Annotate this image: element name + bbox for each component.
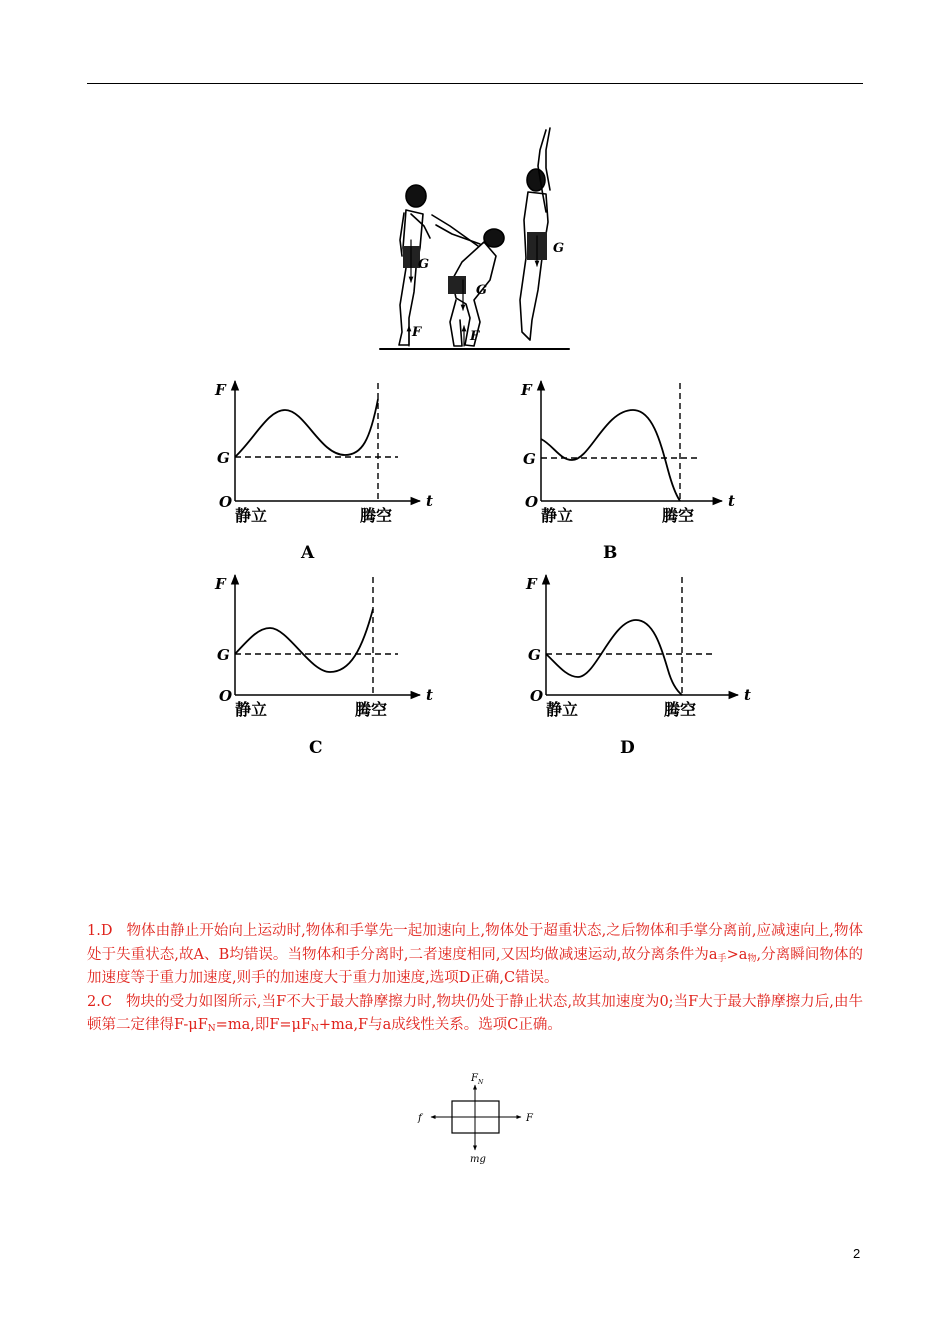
answer-1-number: 1.D [87,923,113,939]
option-label-a: A [301,543,315,563]
label-still: 静立 [235,506,268,525]
answer-1: 1.D 物体由静止开始向上运动时,物体和手掌先一起加速向上,物体处于超重状态,之后物体和手掌分离前,应减速向上,物体处于失重状态,故A、B均错误。当物体和手分离时,二者速度相同,又因均做减速运动,故分离条件为$a_手>a_物$,分离瞬间物体的加速度等于重力加速度,则手的加速度大于重力加速度,选项D正确,C错误。 [87,923,863,986]
label-takeoff: 腾空 [355,700,388,719]
axis-label-t: t [426,686,433,704]
label-f2: F [470,329,480,344]
force-curve [541,410,680,501]
friction-label: f [418,1113,422,1124]
axis-label-g: G [523,450,536,468]
mg-label: mg [470,1154,486,1165]
axis-label-f: F [215,575,226,593]
force-curve [235,399,378,457]
graph-b [520,381,735,563]
answer-2-number: 2.C [87,993,112,1010]
axis-label-g: G [528,646,541,664]
force-curve [546,620,682,695]
graph-c [214,575,433,758]
graph-d [525,575,751,758]
label-still: 静立 [541,506,574,525]
option-label-c: C [309,738,323,758]
answer-2: 2.C 物块的受力如图所示,当F不大于最大静摩擦力时,物块仍处于静止状态,故其加速度为0;当F大于最大静摩擦力后,由牛顿第二定律得$F-\mu F_N=ma$,即$F=\mu F_N+ma,F$与a成线性关系。选项C正确。 [87,993,864,1034]
label-g1: G [418,257,430,272]
option-label-d: D [620,738,635,758]
axis-label-t: t [426,492,433,510]
airborne-figure [520,128,550,340]
answer-section [87,920,863,1038]
label-takeoff: 腾空 [360,506,393,525]
option-label-b: B [603,543,618,563]
fn-label: $F_N$ [471,1073,484,1086]
origin-label: O [530,687,544,705]
label-g3: G [553,241,565,256]
origin-label: O [219,687,233,705]
crouching-figure [432,215,504,346]
page-number: 2 [853,1246,861,1261]
jump-illustration [380,128,569,349]
graph-a [214,381,433,563]
origin-label: O [525,493,539,511]
axis-label-g: G [217,449,230,467]
applied-force-label: F [526,1113,533,1124]
label-takeoff: 腾空 [664,700,697,719]
origin-label: O [219,493,233,511]
axis-label-t: t [744,686,751,704]
option-graphs [214,381,751,758]
force-curve [235,609,373,672]
axis-label-f: F [215,381,226,399]
label-takeoff: 腾空 [662,506,695,525]
label-g2: G [476,283,488,298]
axis-label-t: t [728,492,735,510]
label-still: 静立 [546,700,579,719]
label-still: 静立 [235,700,268,719]
label-f1: F [412,325,422,340]
axis-label-f: F [526,575,537,593]
axis-label-g: G [217,646,230,664]
force-diagram [417,1073,534,1165]
axis-label-f: F [521,381,532,399]
